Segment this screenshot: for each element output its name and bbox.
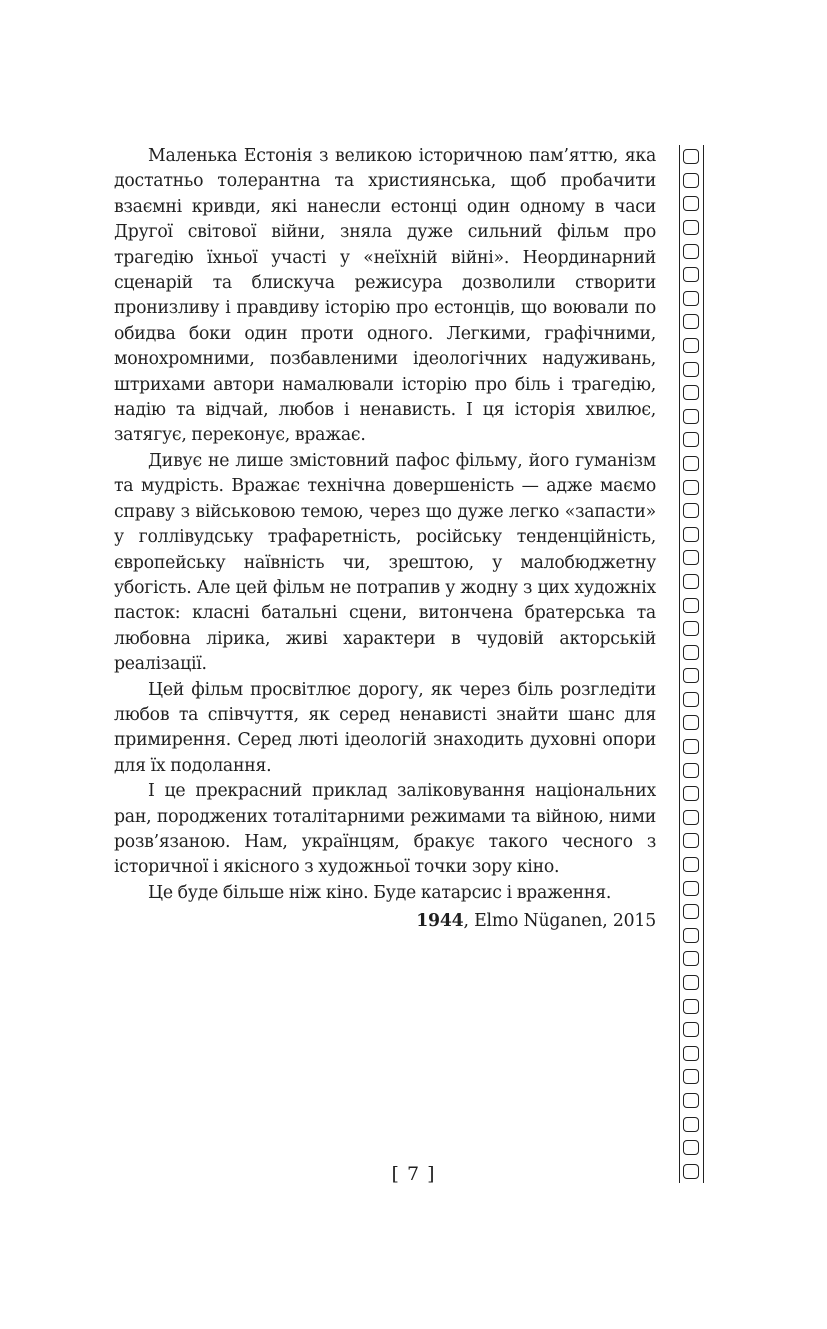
filmstrip-hole (683, 598, 699, 613)
filmstrip-hole (683, 409, 699, 424)
filmstrip-hole (683, 904, 699, 919)
paragraph-4: І це прекрасний приклад заліковування національних ран, породжених тоталітарними режимами та війною, ними розв’язаною. Нам, українцям, бракує такого чесного з історичної і якісного з художньої точки зору кіно. (114, 781, 656, 878)
filmstrip-hole (683, 314, 699, 329)
filmstrip-hole (683, 196, 699, 211)
filmstrip-hole (683, 692, 699, 707)
filmstrip-hole (683, 480, 699, 495)
filmstrip-hole (683, 1093, 699, 1108)
filmstrip-hole (683, 975, 699, 990)
film-details: , Elmo Nüganen, 2015 (463, 911, 656, 932)
filmstrip-hole (683, 1140, 699, 1155)
filmstrip-hole (683, 220, 699, 235)
filmstrip-hole (683, 786, 699, 801)
article-body (114, 144, 656, 935)
paragraph-2: Дивує не лише змістовний пафос фільму, його гуманізм та мудрість. Вражає технічна довершеність — адже маємо справу з військовою темою, через що дуже легко «запасти» у голлівудську трафаретність, російську тенденційність, європейську наївність чи, зрештою, у малобюджетну убогість. Але цей фільм не потрапив у жодну з цих художніх пасток: класні батальні сцени, витончена братерська та любовна лірика, живі характери в чудовій акторській реалізації. (114, 450, 656, 675)
filmstrip-hole (683, 763, 699, 778)
filmstrip-hole (683, 951, 699, 966)
filmstrip-hole (683, 857, 699, 872)
paragraph-5: Це буде більше ніж кіно. Буде катарсис і враження. (148, 882, 612, 903)
filmstrip-decoration (679, 145, 704, 1183)
filmstrip-hole (683, 456, 699, 471)
filmstrip-hole (683, 432, 699, 447)
filmstrip-hole (683, 715, 699, 730)
filmstrip-hole (683, 645, 699, 660)
filmstrip-hole (683, 550, 699, 565)
filmstrip-hole (683, 362, 699, 377)
filmstrip-hole (683, 999, 699, 1014)
filmstrip-hole (683, 503, 699, 518)
filmstrip-hole (683, 338, 699, 353)
filmstrip-hole (683, 1022, 699, 1037)
filmstrip-hole (683, 1069, 699, 1084)
filmstrip-hole (683, 668, 699, 683)
filmstrip-hole (683, 881, 699, 896)
filmstrip-hole (683, 621, 699, 636)
filmstrip-hole (683, 1117, 699, 1132)
film-title: 1944 (416, 911, 464, 932)
filmstrip-hole (683, 385, 699, 400)
filmstrip-hole (683, 574, 699, 589)
page-number: [ 7 ] (391, 1163, 436, 1185)
filmstrip-hole (683, 173, 699, 188)
filmstrip-hole (683, 267, 699, 282)
paragraph-1: Маленька Естонія з великою історичною пам’яттю, яка достатньо толерантна та християнська, щоб пробачити взаємні кривди, які нанесли естонці один одному в часи Другої світової війни, зняла дуже сильний фільм про трагедію їхньої участі у «неїхній війні». Неординарний сценарій та блискуча режисура дозволили створити пронизливу і правдиву історію про естонців, що воювали по обидва боки один проти одного. Легкими, графічними, монохромними, позбавленими ідеологічних надуживань, штрихами автори намалювали історію про біль і трагедію, надію та відчай, любов і ненависть. І ця історія хвилює, затягує, переконує, вражає. (114, 146, 656, 446)
filmstrip-hole (683, 833, 699, 848)
filmstrip-hole (683, 291, 699, 306)
paragraph-3: Цей фільм просвітлює дорогу, як через біль розгледіти любов та співчуття, як серед ненависті знайти шанс для примирення. Серед люті ідеологій знаходить духовні опори для їх подолання. (114, 679, 656, 776)
filmstrip-hole (683, 527, 699, 542)
filmstrip-hole (683, 810, 699, 825)
film-attribution (114, 909, 656, 934)
filmstrip-hole (683, 928, 699, 943)
filmstrip-hole (683, 1046, 699, 1061)
filmstrip-hole (683, 244, 699, 259)
filmstrip-hole (683, 149, 699, 164)
filmstrip-hole (683, 739, 699, 754)
